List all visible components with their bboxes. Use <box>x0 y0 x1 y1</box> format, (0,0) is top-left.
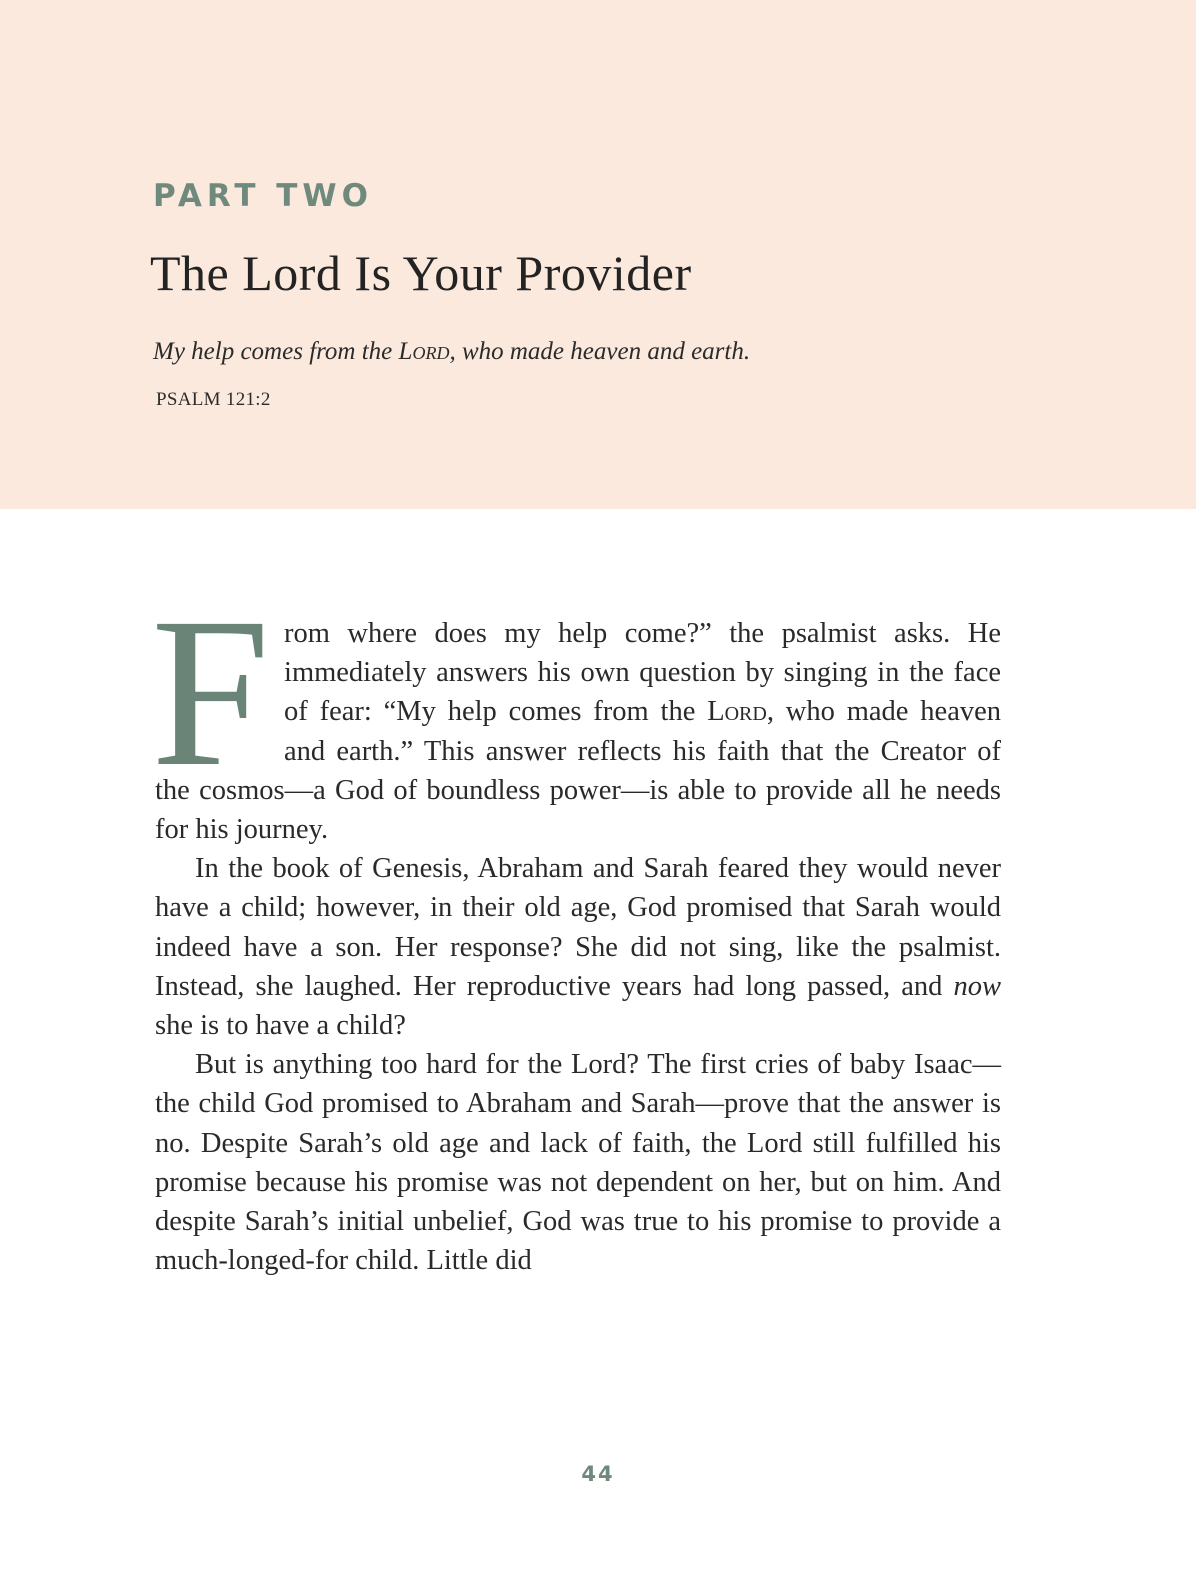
body-text <box>151 574 1001 1280</box>
paragraph-2 <box>155 849 1001 1045</box>
paragraph-1-text-b: , who made heaven and earth.” This answer reflects his faith that the Creator of the cosmos—a God of boundless power—is able to provide all he needs for his journey. <box>155 696 1001 846</box>
epigraph-quote <box>153 338 750 366</box>
paragraph-2-text-b: she is to have a child? <box>155 1010 406 1042</box>
part-title: The Lord Is Your Provider <box>150 245 692 301</box>
paragraph-2-emphasis: now <box>953 970 1001 1002</box>
epigraph-reference: PSALM 121:2 <box>156 389 271 410</box>
paragraph-1 <box>151 574 1001 849</box>
drop-cap: F <box>151 574 271 811</box>
epigraph-text-end: , who made heaven and earth. <box>449 338 751 365</box>
paragraph-2-text-a: In the book of Genesis, Abraham and Sarah feared they would never have a child; however, in their old age, God promised that Sarah would indeed have a son. Her response? She did not sing, like the psalmist. Instead, she laughed. Her reproductive years had long passed, and <box>155 853 1001 1002</box>
paragraph-3: But is anything too hard for the Lord? The first cries of baby Isaac—the child God promised to Abraham and Sarah—prove that the answer is no. Despite Sarah’s old age and lack of faith, the Lord still fulfilled his promise because his promise was not dependent on her, but on him. And despite Sarah’s initial unbelief, God was true to his promise to provide a much-longed-for child. Little did <box>155 1049 1001 1277</box>
page-number: 44 <box>581 1462 615 1486</box>
paragraph-1-text-a: rom where does my help come?” the psalmist asks. He immediately answers his own question by singing in the face of fear: “My help comes from the <box>284 618 1001 728</box>
epigraph-lord: Lord <box>398 338 450 365</box>
epigraph-text-start: My help comes from the <box>153 338 399 365</box>
paragraph-1-lord: Lord <box>707 696 767 728</box>
part-label: PART TWO <box>153 178 373 214</box>
